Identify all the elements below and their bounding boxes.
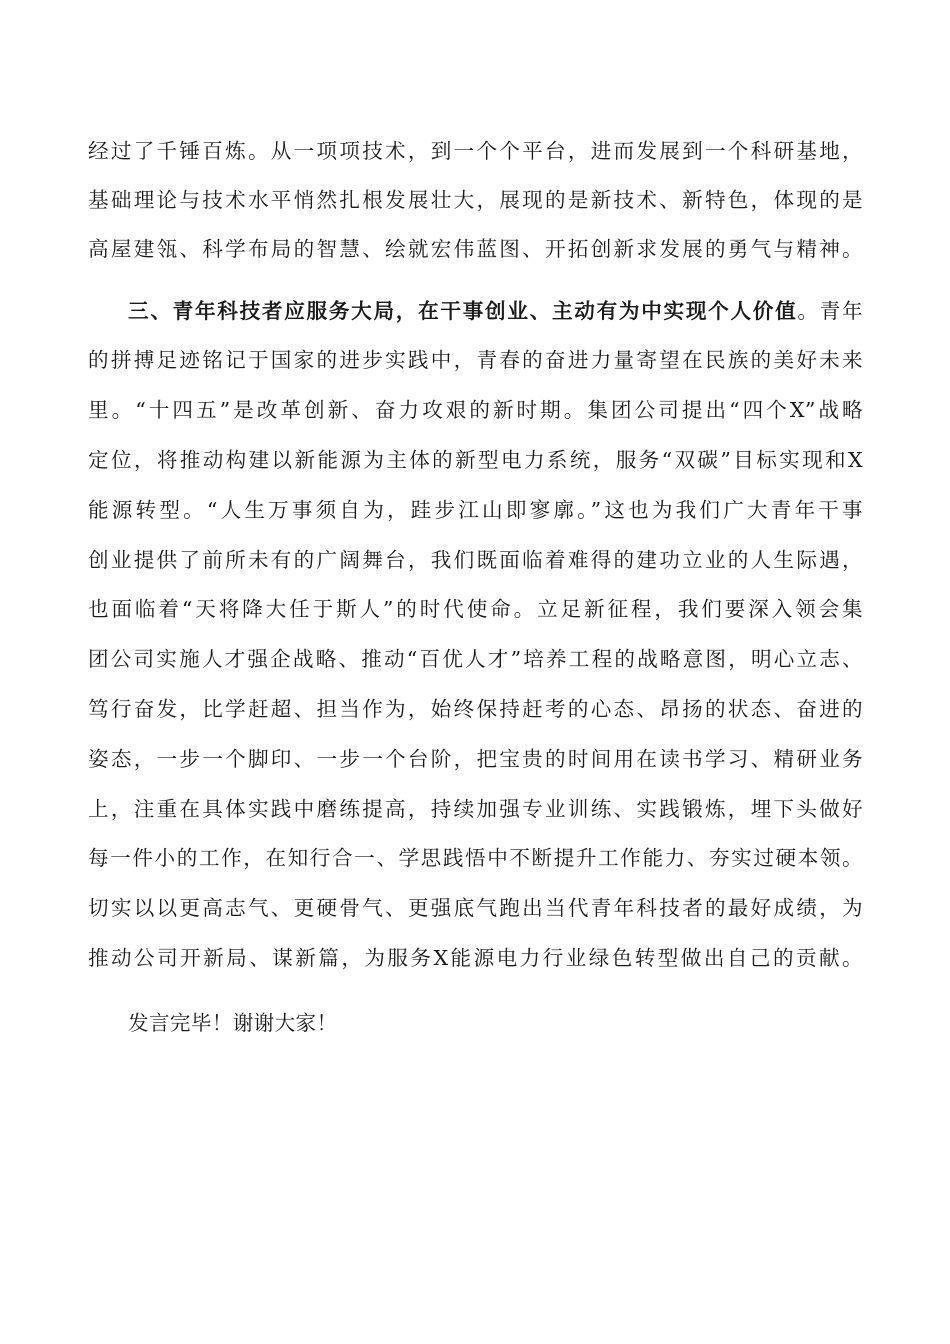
paragraph-2-line-2: 的拼搏足迹铭记于国家的进步实践中，青春的奋进力量寄望在民族的美好未来 — [88, 348, 863, 372]
paragraph-2-line-4: 定位，将推动构建以新能源为主体的新型电力系统，服务“双碳”目标实现和X — [88, 448, 863, 472]
paragraph-2-line-8: 团公司实施人才强企战略、推动“百优人才”培养工程的战略意图，明心立志、 — [88, 647, 863, 671]
paragraph-2-line-5: 能源转型。“人生万事须自为，跬步江山即寥廓。”这也为我们广大青年干事 — [88, 498, 863, 522]
paragraph-1-line-2: 基础理论与技术水平悄然扎根发展壮大，展现的是新技术、新特色，体现的是 — [88, 188, 863, 212]
paragraph-2-line-3: 里。“十四五”是改革创新、奋力攻艰的新时期。集团公司提出“四个X”战略 — [88, 398, 863, 422]
paragraph-1-line-3: 高屋建瓴、科学布局的智慧、绘就宏伟蓝图、开拓创新求发展的勇气与精神。 — [88, 237, 863, 261]
paragraph-2-line-7: 也面临着“天将降大任于斯人”的时代使命。立足新征程，我们要深入领会集 — [88, 597, 863, 621]
paragraph-2-line-14: 推动公司开新局、谋新篇，为服务X能源电力行业绿色转型做出自己的贡献。 — [88, 946, 863, 970]
paragraph-2-first-line — [128, 294, 863, 328]
paragraph-2-line-12: 每一件小的工作，在知行合一、学思践悟中不断提升工作能力、夯实过硬本领。 — [88, 846, 863, 870]
closing-remark: 发言完毕！谢谢大家！ — [128, 1011, 338, 1035]
paragraph-2-line-13: 切实以以更高志气、更硬骨气、更强底气跑出当代青年科技者的最好成绩，为 — [88, 896, 863, 920]
paragraph-2-line-9: 笃行奋发，比学赶超、担当作为，始终保持赶考的心态、昂扬的状态、奋进的 — [88, 697, 863, 721]
paragraph-2-line-6: 创业提供了前所未有的广阔舞台，我们既面临着难得的建功立业的人生际遇， — [88, 548, 863, 572]
section-heading: 三、青年科技者应服务大局，在干事创业、主动有为中实现个人价值 — [128, 299, 798, 323]
paragraph-2-line-11: 上，注重在具体实践中磨练提高，持续加强专业训练、实践锻炼，埋下头做好 — [88, 797, 863, 821]
heading-continuation: 。青年 — [797, 299, 863, 323]
paragraph-1-line-1: 经过了千锤百炼。从一项项技术，到一个个平台，进而发展到一个科研基地， — [88, 139, 863, 163]
paragraph-2-line-10: 姿态，一步一个脚印、一步一个台阶，把宝贵的时间用在读书学习、精研业务 — [88, 747, 863, 771]
